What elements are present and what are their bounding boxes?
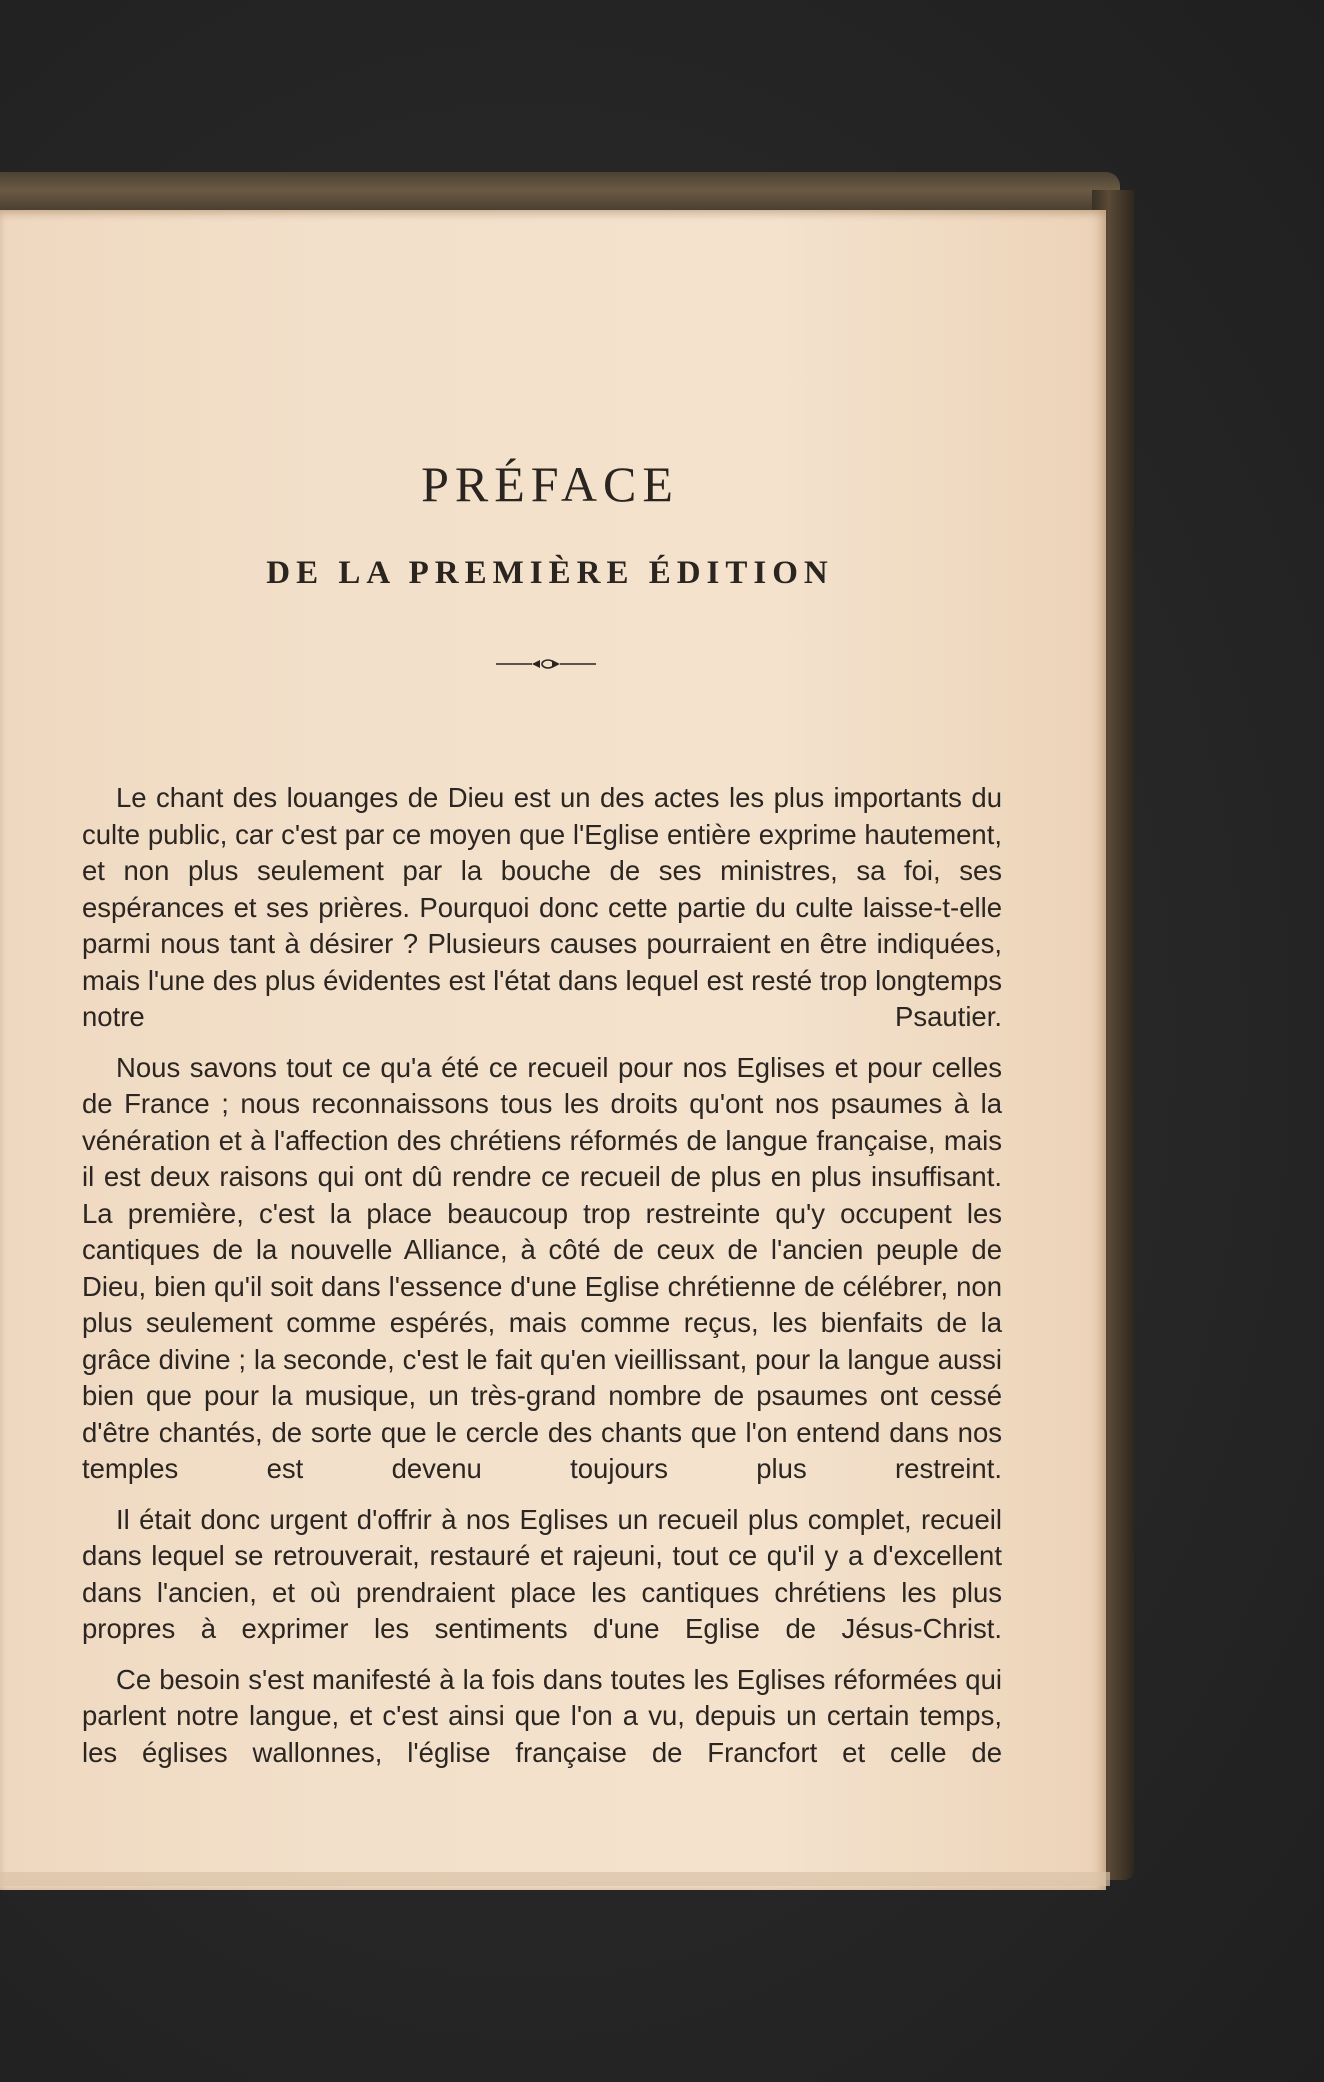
paragraph-4: Ce besoin s'est manifesté à la fois dans toutes les Eglises réformées qui parlent notre langue, et c'est ainsi que l'on a vu, depuis un certain temps, les églises wallonnes, l'église française de Francfort et celle de (82, 1663, 1002, 1768)
ornament-divider-icon (496, 656, 596, 672)
paragraph-1: Le chant des louanges de Dieu est un des actes les plus importants du culte public, car c'est par ce moyen que l'Eglise entière exprime hautement, et non plus seulement par la bouche de ses ministres, sa foi, ses espérances et ses prières. Pourquoi donc cette partie du culte laisse-t-elle parmi nous tant à désirer ? Plusieurs causes pourraient en être indiquées, mais l'une des plus évidentes est l'état dans lequel est resté trop longtemps notre Psautier. (82, 782, 1002, 1032)
page-subtitle: DE LA PREMIÈRE ÉDITION (266, 555, 834, 591)
page-title: PRÉFACE (421, 456, 679, 512)
paragraph-3: Il était donc urgent d'offrir à nos Eglises un recueil plus complet, recueil dans lequel se retrouverait, restauré et rajeuni, tout ce qu'il y a d'excellent dans l'ancien, et où prendraient place les cantiques chrétiens les plus propres à exprimer les sentiments d'une Eglise de Jésus-Christ. (82, 1503, 1002, 1644)
page-bottom-edge (0, 1872, 1110, 1886)
paragraph-2: Nous savons tout ce qu'a été ce recueil pour nos Eglises et pour celles de France ; nous reconnaissons tous les droits qu'ont nos psaumes à la vénération et à l'affection des chrétiens réformés de langue française, mais il est deux raisons qui ont dû rendre ce recueil de plus en plus insuffisant. La première, c'est la place beaucoup trop restreinte qu'y occupent les cantiques de la nouvelle Alliance, à côté de ceux de l'ancien peuple de Dieu, bien qu'il soit dans l'essence d'une Eglise chrétienne de célébrer, non plus seulement comme espérés, mais comme reçus, les bienfaits de la grâce divine ; la seconde, c'est le fait qu'en vieillissant, pour la langue aussi bien que pour la musique, un très-grand nombre de psaumes ont cessé d'être chantés, de sorte que le cercle des chants que l'on entend dans nos temples est devenu toujours plus restreint. (82, 1051, 1002, 1484)
body-text (82, 780, 1002, 1785)
